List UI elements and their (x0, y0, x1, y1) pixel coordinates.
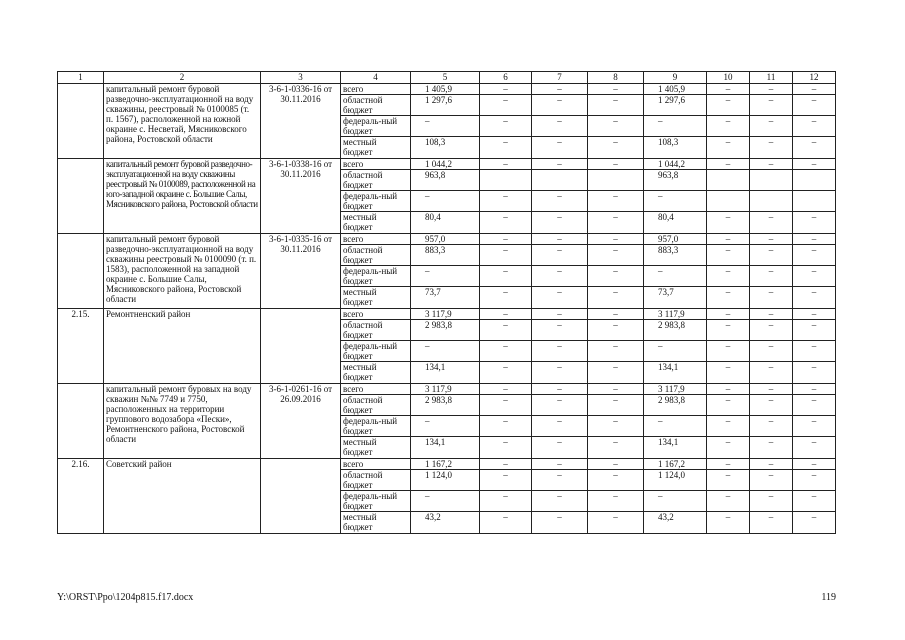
amount-year: 134,1 (644, 362, 707, 384)
value-cell: – (588, 137, 644, 159)
budget-type: всего (341, 384, 411, 395)
value-cell (707, 191, 750, 212)
budget-type: федераль-ный бюджет (341, 491, 411, 512)
value-cell: – (750, 416, 793, 437)
value-cell: – (750, 437, 793, 459)
value-cell (750, 191, 793, 212)
table-row (58, 234, 836, 245)
value-cell: – (588, 116, 644, 137)
column-header: 12 (793, 72, 836, 84)
amount-year: 2 983,8 (644, 320, 707, 341)
amount-total: 963,8 (411, 170, 480, 191)
column-header: 2 (104, 72, 261, 84)
value-cell: – (750, 212, 793, 234)
budget-type: всего (341, 309, 411, 320)
value-cell: – (707, 320, 750, 341)
value-cell: – (750, 245, 793, 266)
value-cell: – (480, 384, 532, 395)
table-row (58, 84, 836, 95)
budget-type: областной бюджет (341, 470, 411, 491)
value-cell: – (532, 320, 588, 341)
value-cell: – (532, 309, 588, 320)
value-cell: – (588, 437, 644, 459)
amount-total: – (411, 491, 480, 512)
value-cell: – (532, 266, 588, 287)
budget-type: всего (341, 159, 411, 170)
amount-year: – (644, 191, 707, 212)
value-cell: – (793, 320, 836, 341)
value-cell: – (588, 266, 644, 287)
column-header: 6 (480, 72, 532, 84)
budget-type: федераль-ный бюджет (341, 341, 411, 362)
value-cell: – (707, 234, 750, 245)
value-cell: – (793, 459, 836, 470)
document-reference: 3-6-1-0338-16 от 30.11.2016 (261, 159, 341, 234)
value-cell: – (793, 84, 836, 95)
value-cell: – (750, 341, 793, 362)
object-description: капитальный ремонт буровых на воду скважин №№ 7749 и 7750, расположенных на территории группового водозабора «Пески», Ремонтненского района, Ростовской области (104, 384, 261, 459)
amount-year: 73,7 (644, 287, 707, 309)
object-description: Ремонтненский район (104, 309, 261, 384)
value-cell: – (480, 266, 532, 287)
value-cell: – (588, 459, 644, 470)
budget-table (57, 71, 836, 534)
value-cell: – (532, 212, 588, 234)
amount-year: 108,3 (644, 137, 707, 159)
amount-total: 43,2 (411, 512, 480, 534)
value-cell: – (532, 234, 588, 245)
value-cell: – (480, 437, 532, 459)
value-cell: – (707, 245, 750, 266)
value-cell: – (532, 287, 588, 309)
amount-year: 134,1 (644, 437, 707, 459)
value-cell: – (793, 137, 836, 159)
value-cell: – (793, 95, 836, 116)
value-cell: – (588, 159, 644, 170)
value-cell: – (793, 287, 836, 309)
value-cell: – (480, 491, 532, 512)
value-cell: – (532, 116, 588, 137)
value-cell: – (480, 470, 532, 491)
value-cell: – (588, 191, 644, 212)
row-number (58, 234, 104, 309)
amount-year: 80,4 (644, 212, 707, 234)
value-cell: – (588, 384, 644, 395)
value-cell: – (588, 416, 644, 437)
value-cell: – (532, 512, 588, 534)
budget-type: областной бюджет (341, 95, 411, 116)
value-cell: – (793, 437, 836, 459)
page-number: 119 (821, 592, 836, 603)
column-number-row (58, 72, 836, 84)
value-cell: – (588, 84, 644, 95)
value-cell: – (480, 320, 532, 341)
amount-year: 883,3 (644, 245, 707, 266)
column-header: 5 (411, 72, 480, 84)
value-cell: – (750, 84, 793, 95)
amount-total: 134,1 (411, 437, 480, 459)
budget-type: местный бюджет (341, 362, 411, 384)
column-header: 10 (707, 72, 750, 84)
document-reference (261, 309, 341, 384)
value-cell: – (532, 95, 588, 116)
amount-total: 1 044,2 (411, 159, 480, 170)
value-cell: – (707, 470, 750, 491)
value-cell: – (588, 512, 644, 534)
amount-total: 1 405,9 (411, 84, 480, 95)
value-cell: – (793, 245, 836, 266)
value-cell: – (750, 470, 793, 491)
value-cell: – (793, 395, 836, 416)
column-header: 9 (644, 72, 707, 84)
object-description: капитальный ремонт буровой разведочно-эксплуатационной на воду скважины реестровый № 0100090 (т. п. 1583), расположенной на западной окраине с. Большие Салы, Мясниковского района, Ростовской области (104, 234, 261, 309)
value-cell: – (588, 245, 644, 266)
value-cell: – (480, 362, 532, 384)
value-cell: – (750, 362, 793, 384)
value-cell: – (707, 341, 750, 362)
value-cell: – (532, 245, 588, 266)
amount-total: 80,4 (411, 212, 480, 234)
value-cell: – (707, 84, 750, 95)
value-cell: – (588, 212, 644, 234)
budget-type: местный бюджет (341, 512, 411, 534)
object-description: капитальный ремонт буровой разведочно-эксплуатационной на воду скважины реестровый № 0100089, расположенной на юго-западной окраине с. Большие Салы, Мясниковского района, Ростовской области (104, 159, 261, 234)
amount-year: – (644, 266, 707, 287)
amount-total: – (411, 416, 480, 437)
row-number (58, 384, 104, 459)
budget-type: федераль-ный бюджет (341, 266, 411, 287)
value-cell: – (793, 470, 836, 491)
value-cell: – (480, 116, 532, 137)
row-number (58, 84, 104, 159)
value-cell (707, 170, 750, 191)
value-cell (588, 170, 644, 191)
document-reference: 3-6-1-0261-16 от 26.09.2016 (261, 384, 341, 459)
value-cell: – (480, 341, 532, 362)
object-description: капитальный ремонт буровой разведочно-эксплуатационной на воду скважины, реестровый № 0100085 (т. п. 1567), расположенной на южной окраине с. Несветай, Мясниковского района, Ростовской области (104, 84, 261, 159)
value-cell: – (532, 137, 588, 159)
value-cell: – (793, 384, 836, 395)
budget-type: всего (341, 459, 411, 470)
value-cell: – (750, 491, 793, 512)
value-cell: – (750, 459, 793, 470)
budget-type: областной бюджет (341, 170, 411, 191)
amount-year: 3 117,9 (644, 384, 707, 395)
value-cell: – (707, 416, 750, 437)
table-row (58, 159, 836, 170)
budget-type: местный бюджет (341, 287, 411, 309)
value-cell: – (532, 470, 588, 491)
value-cell: – (750, 287, 793, 309)
column-header: 4 (341, 72, 411, 84)
amount-year: 1 297,6 (644, 95, 707, 116)
amount-year: – (644, 116, 707, 137)
amount-year: 1 124,0 (644, 470, 707, 491)
budget-type: областной бюджет (341, 245, 411, 266)
value-cell (793, 170, 836, 191)
value-cell: – (480, 84, 532, 95)
value-cell: – (707, 384, 750, 395)
column-header: 8 (588, 72, 644, 84)
value-cell: – (707, 491, 750, 512)
amount-year: 1 167,2 (644, 459, 707, 470)
value-cell: – (707, 512, 750, 534)
table-body (58, 84, 836, 534)
budget-type: федераль-ный бюджет (341, 191, 411, 212)
value-cell: – (793, 362, 836, 384)
value-cell: – (480, 416, 532, 437)
table-row (58, 384, 836, 395)
budget-type: областной бюджет (341, 320, 411, 341)
document-reference: 3-6-1-0336-16 от 30.11.2016 (261, 84, 341, 159)
value-cell: – (707, 116, 750, 137)
value-cell: – (480, 234, 532, 245)
amount-total: 134,1 (411, 362, 480, 384)
value-cell: – (707, 212, 750, 234)
value-cell: – (588, 287, 644, 309)
amount-total: 2 983,8 (411, 320, 480, 341)
column-header: 3 (261, 72, 341, 84)
value-cell: – (588, 234, 644, 245)
value-cell: – (707, 309, 750, 320)
value-cell: – (532, 437, 588, 459)
budget-type: всего (341, 84, 411, 95)
value-cell: – (480, 191, 532, 212)
value-cell: – (750, 395, 793, 416)
amount-year: – (644, 341, 707, 362)
amount-total: 3 117,9 (411, 309, 480, 320)
value-cell: – (750, 320, 793, 341)
value-cell: – (707, 159, 750, 170)
amount-year: 1 044,2 (644, 159, 707, 170)
value-cell: – (707, 287, 750, 309)
value-cell: – (707, 137, 750, 159)
value-cell: – (588, 95, 644, 116)
amount-total: – (411, 191, 480, 212)
budget-type: всего (341, 234, 411, 245)
table-row (58, 309, 836, 320)
value-cell: – (480, 159, 532, 170)
value-cell: – (707, 395, 750, 416)
value-cell: – (707, 362, 750, 384)
value-cell: – (793, 234, 836, 245)
value-cell: – (793, 491, 836, 512)
value-cell: – (750, 137, 793, 159)
value-cell: – (532, 395, 588, 416)
value-cell: – (793, 266, 836, 287)
value-cell: – (480, 245, 532, 266)
column-header: 7 (532, 72, 588, 84)
document-reference: 3-6-1-0335-16 от 30.11.2016 (261, 234, 341, 309)
amount-year: 3 117,9 (644, 309, 707, 320)
value-cell: – (532, 491, 588, 512)
amount-year: 963,8 (644, 170, 707, 191)
value-cell: – (793, 512, 836, 534)
amount-total: 1 167,2 (411, 459, 480, 470)
value-cell: – (588, 362, 644, 384)
amount-total: 3 117,9 (411, 384, 480, 395)
value-cell: – (707, 459, 750, 470)
value-cell: – (480, 287, 532, 309)
value-cell: – (480, 459, 532, 470)
amount-total: – (411, 266, 480, 287)
value-cell: – (480, 137, 532, 159)
value-cell: – (532, 341, 588, 362)
amount-total: – (411, 341, 480, 362)
amount-total: 73,7 (411, 287, 480, 309)
budget-type: местный бюджет (341, 212, 411, 234)
amount-year: 43,2 (644, 512, 707, 534)
amount-total: 2 983,8 (411, 395, 480, 416)
amount-total: 883,3 (411, 245, 480, 266)
value-cell: – (480, 212, 532, 234)
amount-total: 1 124,0 (411, 470, 480, 491)
value-cell: – (793, 159, 836, 170)
object-description: Советский район (104, 459, 261, 534)
value-cell: – (532, 191, 588, 212)
amount-total: 957,0 (411, 234, 480, 245)
value-cell: – (588, 320, 644, 341)
value-cell: – (793, 416, 836, 437)
value-cell: – (750, 159, 793, 170)
value-cell: – (532, 84, 588, 95)
value-cell: – (793, 309, 836, 320)
value-cell: – (750, 309, 793, 320)
value-cell: – (750, 95, 793, 116)
budget-type: местный бюджет (341, 137, 411, 159)
value-cell: – (588, 470, 644, 491)
value-cell: – (707, 437, 750, 459)
amount-year: 957,0 (644, 234, 707, 245)
value-cell: – (750, 266, 793, 287)
value-cell: – (532, 416, 588, 437)
value-cell: – (480, 395, 532, 416)
budget-type: федераль-ный бюджет (341, 116, 411, 137)
value-cell: – (532, 159, 588, 170)
value-cell (480, 170, 532, 191)
amount-year: 2 983,8 (644, 395, 707, 416)
value-cell: – (532, 384, 588, 395)
budget-type: местный бюджет (341, 437, 411, 459)
value-cell: – (750, 116, 793, 137)
value-cell: – (588, 491, 644, 512)
amount-total: 108,3 (411, 137, 480, 159)
value-cell (750, 170, 793, 191)
value-cell: – (707, 95, 750, 116)
value-cell: – (532, 362, 588, 384)
value-cell (793, 191, 836, 212)
amount-total: – (411, 116, 480, 137)
value-cell: – (588, 395, 644, 416)
column-header: 1 (58, 72, 104, 84)
value-cell: – (480, 309, 532, 320)
value-cell (532, 170, 588, 191)
amount-year: 1 405,9 (644, 84, 707, 95)
budget-type: федераль-ный бюджет (341, 416, 411, 437)
value-cell: – (707, 266, 750, 287)
amount-year: – (644, 416, 707, 437)
table-row (58, 459, 836, 470)
footer-file-path: Y:\ORST\Ppo\1204p815.f17.docx (57, 592, 194, 603)
value-cell: – (588, 341, 644, 362)
document-reference (261, 459, 341, 534)
value-cell: – (750, 384, 793, 395)
row-number (58, 159, 104, 234)
row-number: 2.16. (58, 459, 104, 534)
amount-total: 1 297,6 (411, 95, 480, 116)
value-cell: – (480, 512, 532, 534)
column-header: 11 (750, 72, 793, 84)
budget-type: областной бюджет (341, 395, 411, 416)
value-cell: – (750, 512, 793, 534)
value-cell: – (588, 309, 644, 320)
value-cell: – (532, 459, 588, 470)
value-cell: – (750, 234, 793, 245)
value-cell: – (793, 116, 836, 137)
value-cell: – (793, 212, 836, 234)
row-number: 2.15. (58, 309, 104, 384)
amount-year: – (644, 491, 707, 512)
value-cell: – (480, 95, 532, 116)
value-cell: – (793, 341, 836, 362)
